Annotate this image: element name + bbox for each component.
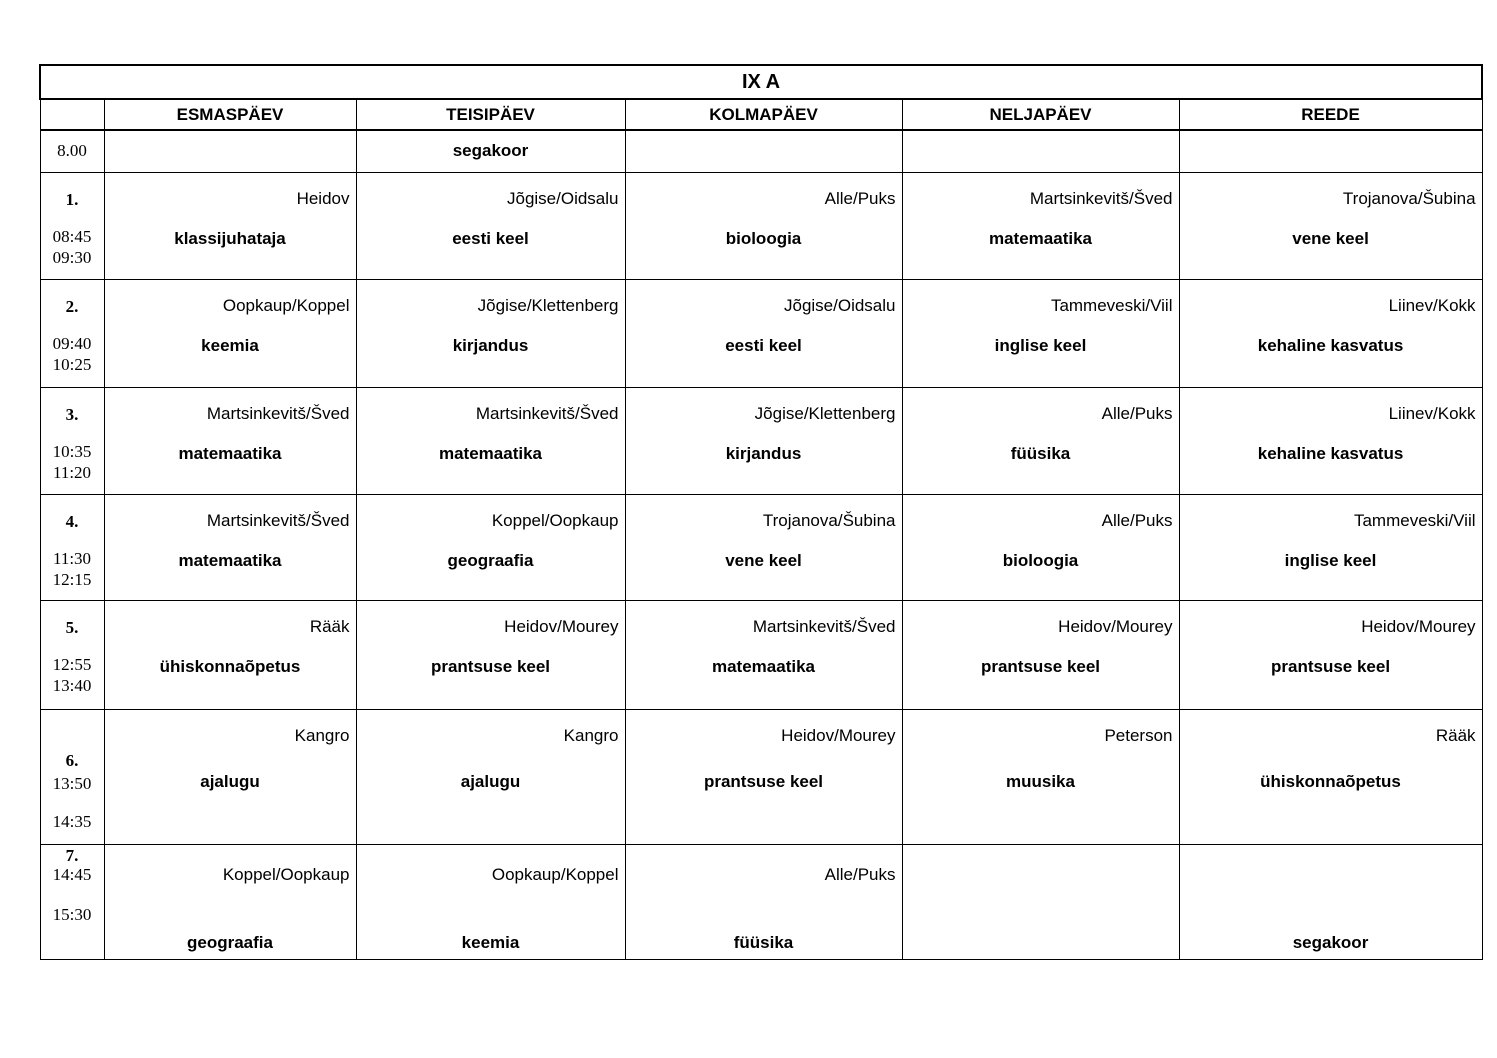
subject-name: inglise keel — [1284, 550, 1377, 570]
teacher-name: Martsinkevitš/Šved — [1029, 188, 1173, 208]
time-cell — [40, 709, 104, 844]
teacher-name: Koppel/Oopkaup — [222, 864, 350, 884]
subject-name: inglise keel — [994, 335, 1087, 355]
schedule-cell — [625, 494, 902, 600]
teacher-name: Oopkaup/Koppel — [222, 295, 350, 315]
subject-name: geograafia — [187, 932, 273, 952]
teacher-name: Jõgise/Klettenberg — [477, 295, 619, 315]
subject-name: kehaline kasvatus — [1257, 335, 1404, 355]
start-time: 8.00 — [57, 141, 87, 161]
teacher-name: Rääk — [1435, 725, 1476, 745]
schedule-cell — [356, 172, 625, 279]
lesson-row — [40, 494, 1482, 600]
lesson-number: 6. — [65, 750, 79, 770]
teacher-name: Kangro — [563, 725, 619, 745]
schedule-cell — [104, 387, 356, 494]
subject-name: prantsuse keel — [703, 771, 824, 791]
end-time: 14:35 — [52, 811, 92, 831]
subject-name: klassijuhataja — [174, 228, 286, 248]
subject-name — [1180, 131, 1482, 141]
start-time: 09:40 — [52, 333, 92, 353]
start-time: 08:45 — [52, 226, 92, 246]
subject-name: ühiskonnaõpetus — [159, 656, 301, 676]
teacher-name: Trojanova/Šubina — [762, 510, 896, 530]
teacher-name: Alle/Puks — [824, 188, 896, 208]
teacher-name: Alle/Puks — [824, 864, 896, 884]
subject-name: matemaatika — [711, 656, 815, 676]
schedule-cell — [902, 709, 1179, 844]
teacher-name: Alle/Puks — [1101, 510, 1173, 530]
schedule-cell — [902, 130, 1179, 172]
start-time: 11:30 — [52, 548, 92, 568]
teacher-name: Jõgise/Klettenberg — [754, 403, 896, 423]
end-time: 10:25 — [52, 354, 92, 374]
subject-name: prantsuse keel — [980, 656, 1101, 676]
schedule-cell — [625, 600, 902, 709]
subject-name — [105, 131, 356, 141]
subject-name: matemaatika — [178, 443, 282, 463]
lesson-number: 7. — [65, 845, 79, 865]
start-time: 13:50 — [52, 773, 92, 793]
schedule-cell — [356, 387, 625, 494]
subject-name: eesti keel — [725, 335, 802, 355]
timetable-sheet — [39, 64, 1481, 960]
schedule-cell — [1179, 387, 1482, 494]
schedule-cell — [104, 600, 356, 709]
start-time: 10:35 — [52, 441, 92, 461]
teacher-name: Rääk — [309, 616, 350, 636]
teacher-name: Liinev/Kokk — [1388, 403, 1476, 423]
schedule-cell — [902, 172, 1179, 279]
schedule-cell — [625, 279, 902, 387]
teacher-name: Jõgise/Oidsalu — [506, 188, 619, 208]
schedule-cell — [625, 172, 902, 279]
schedule-cell — [356, 130, 625, 172]
time-cell — [40, 130, 104, 172]
day-header: ESMASPÄEV — [104, 99, 356, 130]
teacher-name: Tammeveski/Viil — [1050, 295, 1173, 315]
subject-name: vene keel — [725, 550, 802, 570]
lesson-row — [40, 844, 1482, 959]
schedule-cell — [625, 709, 902, 844]
timetable — [39, 64, 1483, 960]
subject-name: ajalugu — [460, 771, 521, 791]
subject-name: kirjandus — [725, 443, 802, 463]
lesson-number: 2. — [65, 296, 79, 316]
schedule-cell — [1179, 279, 1482, 387]
schedule-cell — [1179, 494, 1482, 600]
subject-name: ajalugu — [200, 771, 260, 791]
subject-name: keemia — [201, 335, 259, 355]
time-cell — [40, 844, 104, 959]
corner-cell — [40, 99, 104, 130]
start-time: 12:55 — [52, 654, 92, 674]
schedule-cell — [356, 600, 625, 709]
subject-name: prantsuse keel — [1270, 656, 1391, 676]
schedule-cell — [104, 494, 356, 600]
lesson-number: 3. — [65, 404, 79, 424]
schedule-cell — [356, 709, 625, 844]
subject-name: bioloogia — [1002, 550, 1079, 570]
lesson-number: 5. — [65, 617, 79, 637]
teacher-name: Heidov/Mourey — [1361, 616, 1476, 636]
schedule-cell — [356, 279, 625, 387]
time-cell — [40, 279, 104, 387]
teacher-name: Heidov/Mourey — [504, 616, 619, 636]
end-time: 11:20 — [52, 462, 92, 482]
teacher-name: Martsinkevitš/Šved — [206, 403, 350, 423]
subject-name: matemaatika — [438, 443, 542, 463]
schedule-cell — [625, 387, 902, 494]
day-header: KOLMAPÄEV — [625, 99, 902, 130]
day-header: NELJAPÄEV — [902, 99, 1179, 130]
subject-name: segakoor — [452, 141, 529, 160]
subject-name: vene keel — [1292, 228, 1369, 248]
subject-name: eesti keel — [452, 228, 529, 248]
schedule-cell — [1179, 844, 1482, 959]
schedule-cell — [902, 387, 1179, 494]
time-cell — [40, 494, 104, 600]
teacher-name: Peterson — [1104, 725, 1173, 745]
day-header: REEDE — [1179, 99, 1482, 130]
schedule-cell — [625, 130, 902, 172]
teacher-name: Liinev/Kokk — [1388, 295, 1476, 315]
schedule-cell — [1179, 600, 1482, 709]
class-title: IX A — [40, 65, 1482, 99]
subject-name: prantsuse keel — [430, 656, 551, 676]
schedule-cell — [356, 844, 625, 959]
schedule-cell — [104, 172, 356, 279]
teacher-name: Martsinkevitš/Šved — [752, 616, 896, 636]
day-header-row — [40, 99, 1482, 130]
lesson-number: 1. — [65, 189, 79, 209]
end-time: 12:15 — [52, 569, 92, 589]
schedule-cell — [104, 279, 356, 387]
lesson-row — [40, 709, 1482, 844]
teacher-name: Koppel/Oopkaup — [491, 510, 619, 530]
subject-name: kirjandus — [452, 335, 529, 355]
subject-name: kehaline kasvatus — [1257, 443, 1404, 463]
teacher-name: Heidov/Mourey — [781, 725, 896, 745]
schedule-cell — [902, 279, 1179, 387]
teacher-name: Trojanova/Šubina — [1342, 188, 1476, 208]
teacher-name: Tammeveski/Viil — [1353, 510, 1476, 530]
teacher-name: Heidov/Mourey — [1058, 616, 1173, 636]
time-cell — [40, 387, 104, 494]
start-time: 14:45 — [52, 864, 92, 884]
subject-name: füüsika — [733, 932, 794, 952]
teacher-name — [903, 865, 1179, 887]
schedule-cell — [902, 494, 1179, 600]
subject-name: ühiskonnaõpetus — [1260, 771, 1401, 791]
subject-name: geograafia — [447, 550, 534, 570]
subject-name: muusika — [1006, 771, 1075, 791]
schedule-cell — [104, 709, 356, 844]
lesson-row — [40, 172, 1482, 279]
teacher-name: Kangro — [294, 725, 350, 745]
teacher-name: Martsinkevitš/Šved — [206, 510, 350, 530]
schedule-cell — [1179, 130, 1482, 172]
schedule-cell — [902, 844, 1179, 959]
schedule-cell — [356, 494, 625, 600]
subject-name: keemia — [461, 932, 520, 952]
schedule-cell — [625, 844, 902, 959]
schedule-cell — [902, 600, 1179, 709]
teacher-name: Jõgise/Oidsalu — [783, 295, 896, 315]
subject-name: bioloogia — [725, 228, 802, 248]
teacher-name: Heidov — [296, 188, 350, 208]
lesson-number: 4. — [65, 511, 79, 531]
teacher-name: Alle/Puks — [1101, 403, 1173, 423]
lesson-row — [40, 387, 1482, 494]
end-time: 13:40 — [52, 675, 92, 695]
teacher-name: Oopkaup/Koppel — [491, 864, 619, 884]
teacher-name: Martsinkevitš/Šved — [475, 403, 619, 423]
subject-name: matemaatika — [178, 550, 282, 570]
time-cell — [40, 172, 104, 279]
subject-name — [903, 131, 1179, 141]
schedule-cell — [1179, 172, 1482, 279]
schedule-cell — [104, 844, 356, 959]
day-header: TEISIPÄEV — [356, 99, 625, 130]
teacher-name — [1180, 865, 1482, 887]
lesson-row — [40, 600, 1482, 709]
pre-lesson-row — [40, 130, 1482, 172]
time-cell — [40, 600, 104, 709]
end-time: 09:30 — [52, 247, 92, 267]
lesson-row — [40, 279, 1482, 387]
schedule-cell — [104, 130, 356, 172]
schedule-cell — [1179, 709, 1482, 844]
subject-name: füüsika — [1010, 443, 1071, 463]
subject-name — [626, 131, 902, 141]
subject-name: matemaatika — [988, 228, 1092, 248]
end-time: 15:30 — [52, 904, 92, 924]
subject-name: segakoor — [1292, 932, 1369, 952]
